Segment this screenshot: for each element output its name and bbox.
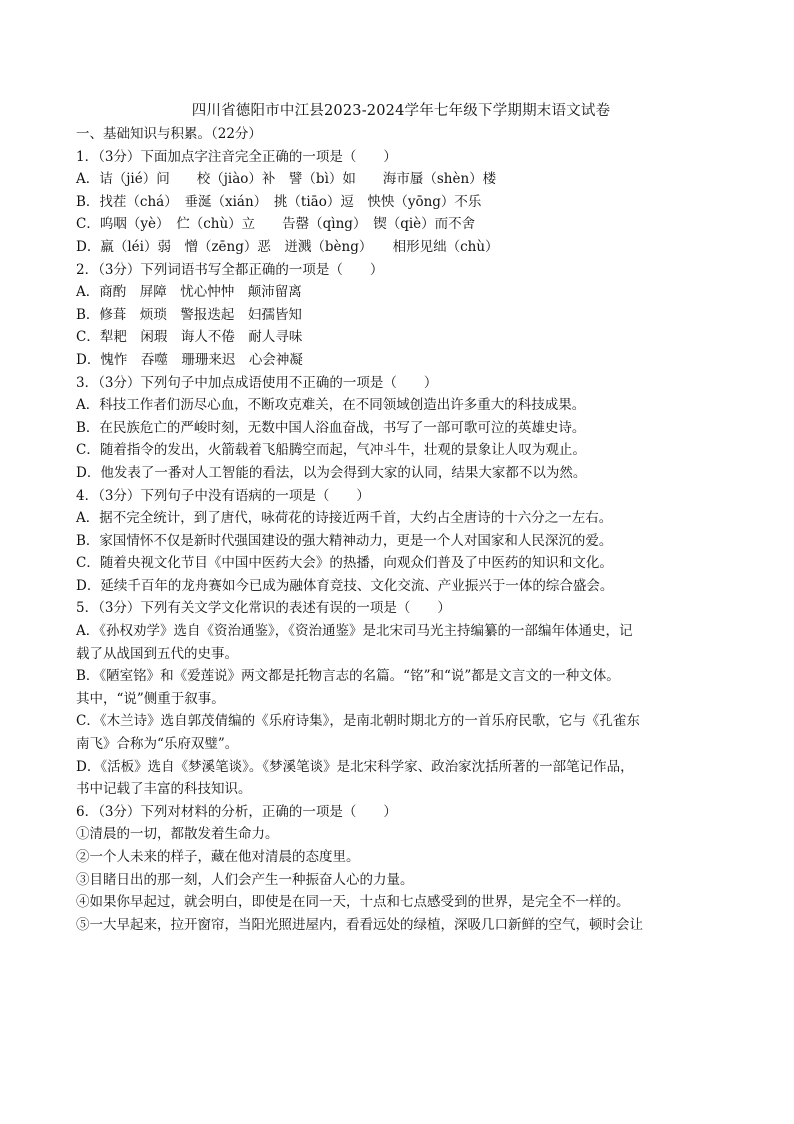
question-1-option-d: D．羸（léi）弱 憎（zēng）恶 迸溅（bèng） 相形见绌（chù） bbox=[76, 238, 499, 255]
question-6-item-3: ③目睹日出的那一刻，人们会产生一种振奋人心的力量。 bbox=[76, 871, 414, 888]
question-5-option-b-line-1: B．《陋室铭》和《爱莲说》两文都是托物言志的名篇。“铭”和“说”都是文言文的一种文体。 bbox=[76, 668, 620, 685]
question-5-stem: 5．（3分）下列有关文学文化常识的表述有误的一项是（ ） bbox=[76, 600, 451, 617]
question-4-option-a: A．据不完全统计，到了唐代，咏荷花的诗接近两千首，大约占全唐诗的十六分之一左右。 bbox=[76, 510, 613, 527]
question-1-option-c: C．呜咽（yè） 伫（chù）立 告罄（qìng） 锲（qiè）而不舍 bbox=[76, 216, 476, 233]
question-4-option-d: D．延续千百年的龙舟赛如今已成为融体育竞技、文化交流、产业振兴于一体的综合盛会。 bbox=[76, 577, 614, 594]
question-1-stem: 1．（3分）下面加点字注音完全正确的一项是（ ） bbox=[76, 148, 397, 165]
question-5-option-d-line-2: 书中记载了丰富的科技知识。 bbox=[76, 781, 252, 798]
question-5-option-a-line-2: 载了从战国到五代的史事。 bbox=[76, 645, 238, 662]
question-4-option-b: B．家国情怀不仅是新时代强国建设的强大精神动力，更是一个人对国家和人民深沉的爱。 bbox=[76, 532, 613, 549]
question-5-option-c-line-2: 南飞》合称为“乐府双璧”。 bbox=[76, 736, 239, 753]
question-4-option-c: C．随着央视文化节目《中国中医药大会》的热播，向观众们普及了中医药的知识和文化。 bbox=[76, 555, 613, 572]
question-5-option-d-line-1: D．《活板》选自《梦溪笔谈》。《梦溪笔谈》是北宋科学家、政治家沈括所著的一部笔记作品， bbox=[76, 758, 634, 775]
question-1-option-b: B．找茬（chá） 垂涎（xián） 挑（tiāo）逗 怏怏（yōng）不乐 bbox=[76, 193, 482, 210]
question-5-option-b-line-2: 其中，“说”侧重于叙事。 bbox=[76, 690, 225, 707]
section-heading: 一、基础知识与积累。（22分） bbox=[76, 126, 262, 142]
question-5-option-a-line-1: A．《孙权劝学》选自《资治通鉴》，《资治通鉴》是北宋司马光主持编纂的一部编年体通史，记 bbox=[76, 623, 633, 640]
question-6-item-5: ⑤一大早起来，拉开窗帘，当阳光照进屋内，看看远处的绿植，深吸几口新鲜的空气，顿时会让 bbox=[76, 916, 643, 933]
question-6-item-2: ②一个人未来的样子，藏在他对清晨的态度里。 bbox=[76, 849, 360, 865]
question-3-stem: 3．（3分）下列句子中加点成语使用不正确的一项是（ ） bbox=[76, 374, 438, 391]
question-2-option-a: A．商酌 屏障 忧心忡忡 颠沛留离 bbox=[76, 284, 302, 301]
question-2-stem: 2．（3分）下列词语书写全都正确的一项是（ ） bbox=[76, 261, 384, 278]
exam-page bbox=[76, 102, 726, 936]
question-1-option-a: A．诘（jié）问 校（jiào）补 譬（bì）如 海市蜃（shèn）楼 bbox=[76, 171, 497, 188]
question-6-item-4: ④如果你早起过，就会明白，即使是在同一天，十点和七点感受到的世界，是完全不一样的。 bbox=[76, 894, 630, 911]
question-6-stem: 6．（3分）下列对材料的分析，正确的一项是（ ） bbox=[76, 803, 397, 820]
question-3-option-b: B．在民族危亡的严峻时刻，无数中国人浴血奋战，书写了一部可歌可泣的英雄史诗。 bbox=[76, 419, 586, 436]
question-5-option-c-line-1: C．《木兰诗》选自郭茂倩编的《乐府诗集》，是南北朝时期北方的一首乐府民歌，它与《孔雀东 bbox=[76, 713, 640, 730]
question-6-item-1: ①清晨的一切，都散发着生命力。 bbox=[76, 826, 279, 843]
question-2-option-d: D．愧怍 吞噬 珊珊来迟 心会神凝 bbox=[76, 351, 303, 368]
question-3-option-d: D．他发表了一番对人工智能的看法，以为会得到大家的认同，结果大家都不以为然。 bbox=[76, 464, 587, 481]
question-3-option-a: A．科技工作者们沥尽心血，不断攻克难关，在不同领域创造出许多重大的科技成果。 bbox=[76, 397, 586, 414]
question-3-option-c: C．随着指令的发出，火箭载着飞船腾空而起，气冲斗牛，壮观的景象让人叹为观止。 bbox=[76, 442, 586, 459]
question-4-stem: 4．（3分）下列句子中没有语病的一项是（ ） bbox=[76, 487, 370, 504]
question-2-option-b: B．修葺 烦琐 警报迭起 妇孺皆知 bbox=[76, 306, 302, 323]
exam-title: 四川省德阳市中江县2023-2024学年七年级下学期期末语文试卷 bbox=[191, 103, 611, 119]
question-2-option-c: C．犁耙 闲瑕 诲人不倦 耐人寻味 bbox=[76, 329, 303, 346]
